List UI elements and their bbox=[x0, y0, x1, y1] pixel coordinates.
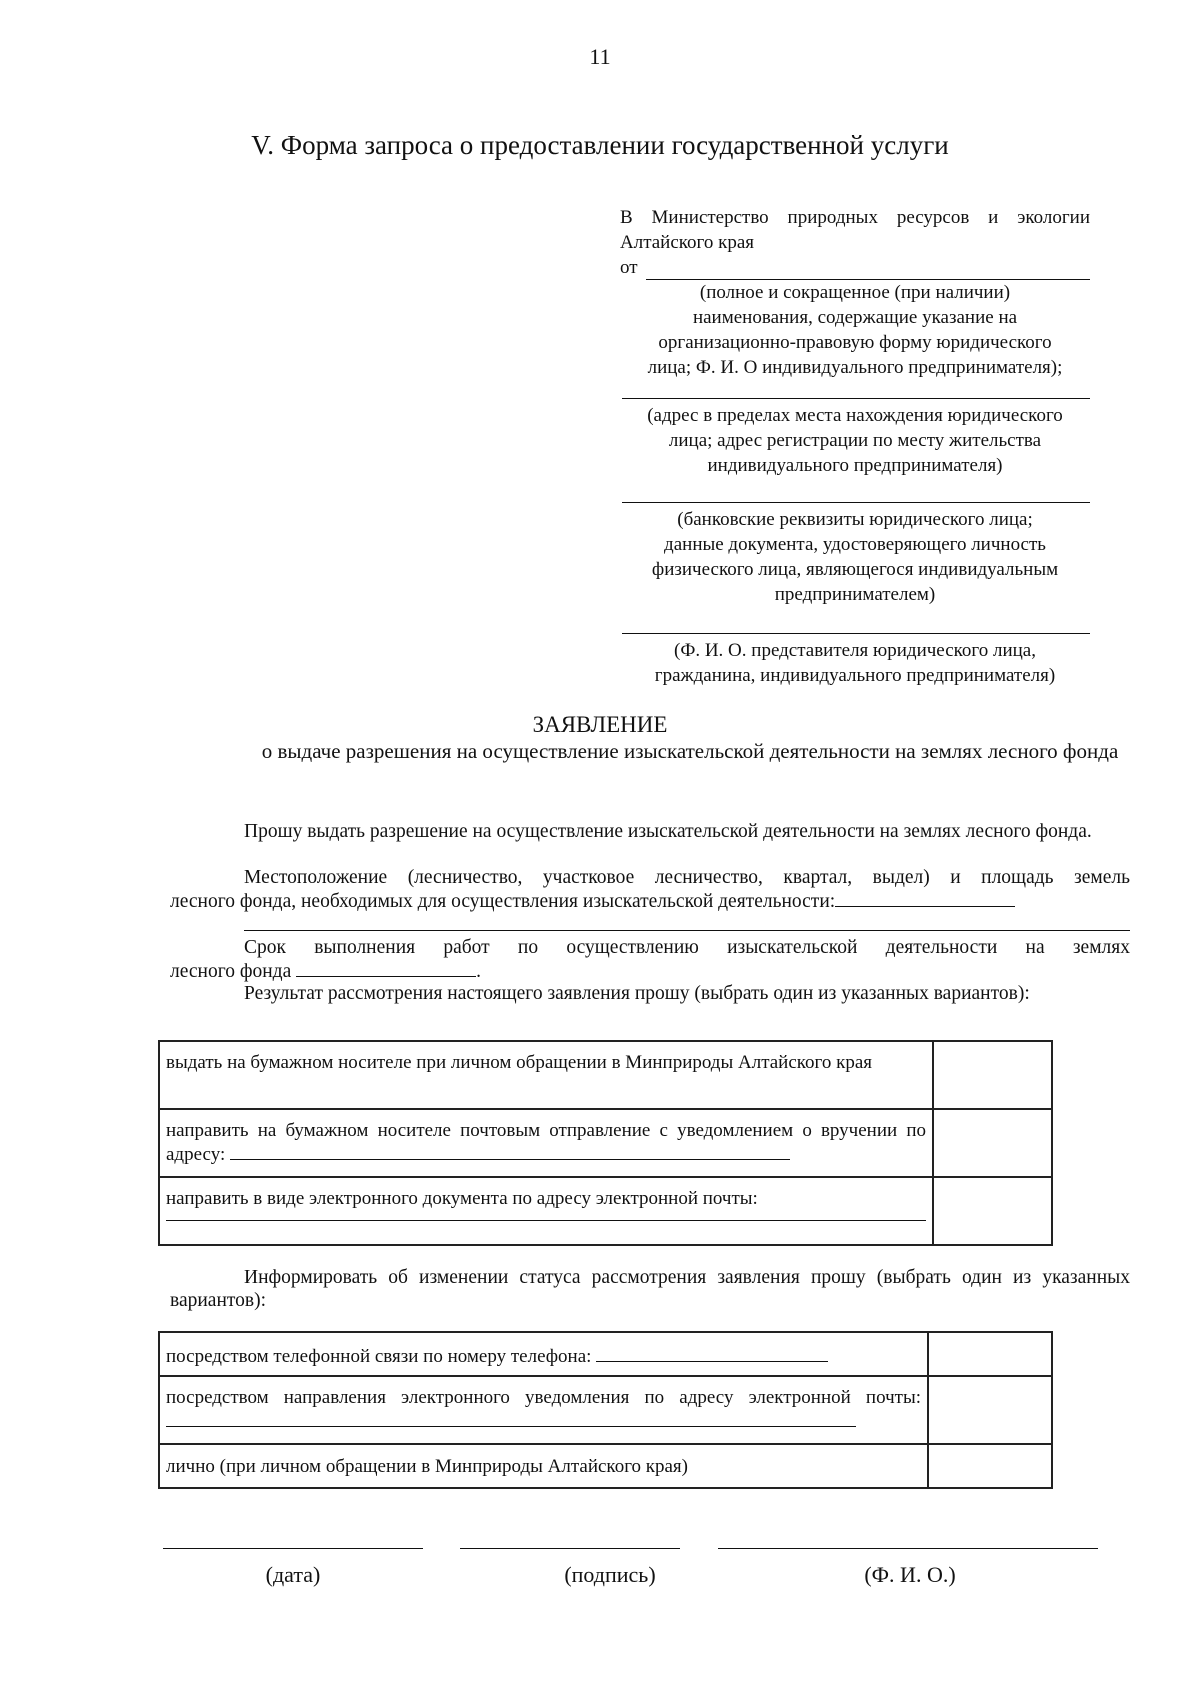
full-name-label: (Ф. И. О.) bbox=[864, 1562, 956, 1587]
addressee-line-2: Алтайского края bbox=[620, 232, 755, 253]
notify-options-table bbox=[158, 1331, 1053, 1489]
statement-subtitle: о выдаче разрешения на осуществление изыскательской деятельности на землях лесного фонда bbox=[261, 739, 1119, 763]
addressee-line-1: В Министерство природных ресурсов и экологии bbox=[620, 207, 1090, 228]
notify-option-3-text: лично (при личном обращении в Минприроды Алтайского края) bbox=[159, 1444, 928, 1488]
notify-option-2-text: посредством направления электронного уведомления по адресу электронной почты: bbox=[166, 1387, 921, 1408]
location-field[interactable] bbox=[835, 889, 1015, 907]
date-label: (дата) bbox=[265, 1562, 321, 1587]
result-option-1-text: выдать на бумажном носителе при личном обращении в Минприроды Алтайского края bbox=[159, 1041, 933, 1109]
location-line-2 bbox=[170, 889, 1130, 913]
bank-details-field[interactable] bbox=[622, 478, 1090, 503]
caption-line: наименования, содержащие указание на bbox=[692, 307, 1018, 328]
paragraph-notify: Информировать об изменении статуса рассмотрения заявления прошу (выбрать один из указанных вариантов): bbox=[170, 1267, 1130, 1311]
paragraph-term bbox=[170, 936, 1130, 983]
signature-label: (подпись) bbox=[564, 1562, 656, 1587]
caption-applicant-address bbox=[620, 403, 1090, 478]
caption-line: индивидуального предпринимателя) bbox=[707, 455, 1003, 476]
page-number: 11 bbox=[589, 44, 611, 69]
result-option-2-text: направить на бумажном носителе почтовым отправление с уведомлением о вручении по адресу: bbox=[166, 1120, 926, 1165]
result-option-2-checkbox[interactable] bbox=[933, 1109, 1052, 1177]
caption-applicant-name bbox=[620, 280, 1090, 380]
term-line-2 bbox=[170, 959, 1130, 983]
table-row bbox=[159, 1376, 1052, 1444]
result-option-3-text: направить в виде электронного документа по адресу электронной почты: bbox=[166, 1188, 758, 1209]
caption-line: лица; Ф. И. О индивидуального предпринимателя); bbox=[647, 357, 1063, 378]
caption-line: (полное и сокращенное (при наличии) bbox=[699, 282, 1011, 303]
postal-address-field[interactable] bbox=[230, 1142, 790, 1160]
table-row bbox=[159, 1444, 1052, 1488]
term-field[interactable] bbox=[296, 959, 476, 977]
date-field[interactable] bbox=[163, 1548, 423, 1549]
location-label: лесного фонда, необходимых для осуществления изыскательской деятельности: bbox=[170, 891, 836, 912]
result-option-3-cell bbox=[159, 1177, 933, 1245]
result-option-2-cell bbox=[159, 1109, 933, 1177]
table-row bbox=[159, 1332, 1052, 1376]
notify-option-2-checkbox[interactable] bbox=[928, 1376, 1052, 1444]
caption-line: (адрес в пределах места нахождения юридического bbox=[647, 405, 1063, 426]
caption-line: физического лица, являющегося индивидуальным bbox=[651, 559, 1059, 580]
location-line-1: Местоположение (лесничество, участковое лесничество, квартал, выдел) и площадь земель bbox=[244, 867, 1130, 888]
paragraph-location bbox=[170, 866, 1130, 936]
table-row bbox=[159, 1177, 1052, 1245]
table-row bbox=[159, 1109, 1052, 1177]
notify-option-1-text: посредством телефонной связи по номеру телефона: bbox=[166, 1346, 592, 1367]
location-field-continued[interactable] bbox=[244, 913, 1130, 931]
caption-line: (Ф. И. О. представителя юридического лица, bbox=[674, 640, 1036, 661]
caption-line: (банковские реквизиты юридического лица; bbox=[677, 509, 1033, 530]
notify-email-field[interactable] bbox=[166, 1409, 856, 1427]
result-option-3-checkbox[interactable] bbox=[933, 1177, 1052, 1245]
notify-option-2-cell bbox=[159, 1376, 928, 1444]
full-name-field[interactable] bbox=[718, 1548, 1098, 1549]
term-label: лесного фонда bbox=[170, 961, 292, 982]
notify-option-3-checkbox[interactable] bbox=[928, 1444, 1052, 1488]
caption-line: гражданина, индивидуального предпринимателя) bbox=[654, 665, 1056, 686]
from-row bbox=[620, 255, 1090, 280]
paragraph-result: Результат рассмотрения настоящего заявления прошу (выбрать один из указанных вариантов): bbox=[244, 983, 1030, 1004]
notify-option-1-checkbox[interactable] bbox=[928, 1332, 1052, 1376]
table-row bbox=[159, 1041, 1052, 1109]
location-line-3 bbox=[170, 913, 1130, 936]
representative-name-field[interactable] bbox=[622, 607, 1090, 634]
from-label: от bbox=[620, 257, 638, 278]
caption-line: данные документа, удостоверяющего личность bbox=[664, 534, 1046, 555]
caption-line: организационно-правовую форму юридического bbox=[658, 332, 1052, 353]
phone-number-field[interactable] bbox=[596, 1344, 828, 1362]
notify-option-1-cell bbox=[159, 1332, 928, 1376]
statement-title: ЗАЯВЛЕНИЕ bbox=[532, 712, 668, 737]
result-email-field[interactable] bbox=[166, 1210, 926, 1221]
caption-line: лица; адрес регистрации по месту жительства bbox=[668, 430, 1042, 451]
paragraph-request: Прошу выдать разрешение на осуществление изыскательской деятельности на землях лесного фонда. bbox=[244, 821, 1092, 842]
term-line-1: Срок выполнения работ по осуществлению изыскательской деятельности на землях bbox=[244, 937, 1130, 958]
signature-field[interactable] bbox=[460, 1548, 680, 1549]
result-option-1-checkbox[interactable] bbox=[933, 1041, 1052, 1109]
caption-bank-details bbox=[620, 507, 1090, 607]
caption-line: предпринимателем) bbox=[774, 584, 936, 605]
applicant-address-field[interactable] bbox=[622, 380, 1090, 399]
addressee-block bbox=[620, 205, 1090, 688]
document-title: V. Форма запроса о предоставлении государственной услуги bbox=[251, 130, 949, 160]
caption-representative bbox=[620, 638, 1090, 688]
applicant-name-field[interactable] bbox=[646, 261, 1090, 280]
result-options-table bbox=[158, 1040, 1053, 1246]
term-period: . bbox=[476, 961, 481, 982]
